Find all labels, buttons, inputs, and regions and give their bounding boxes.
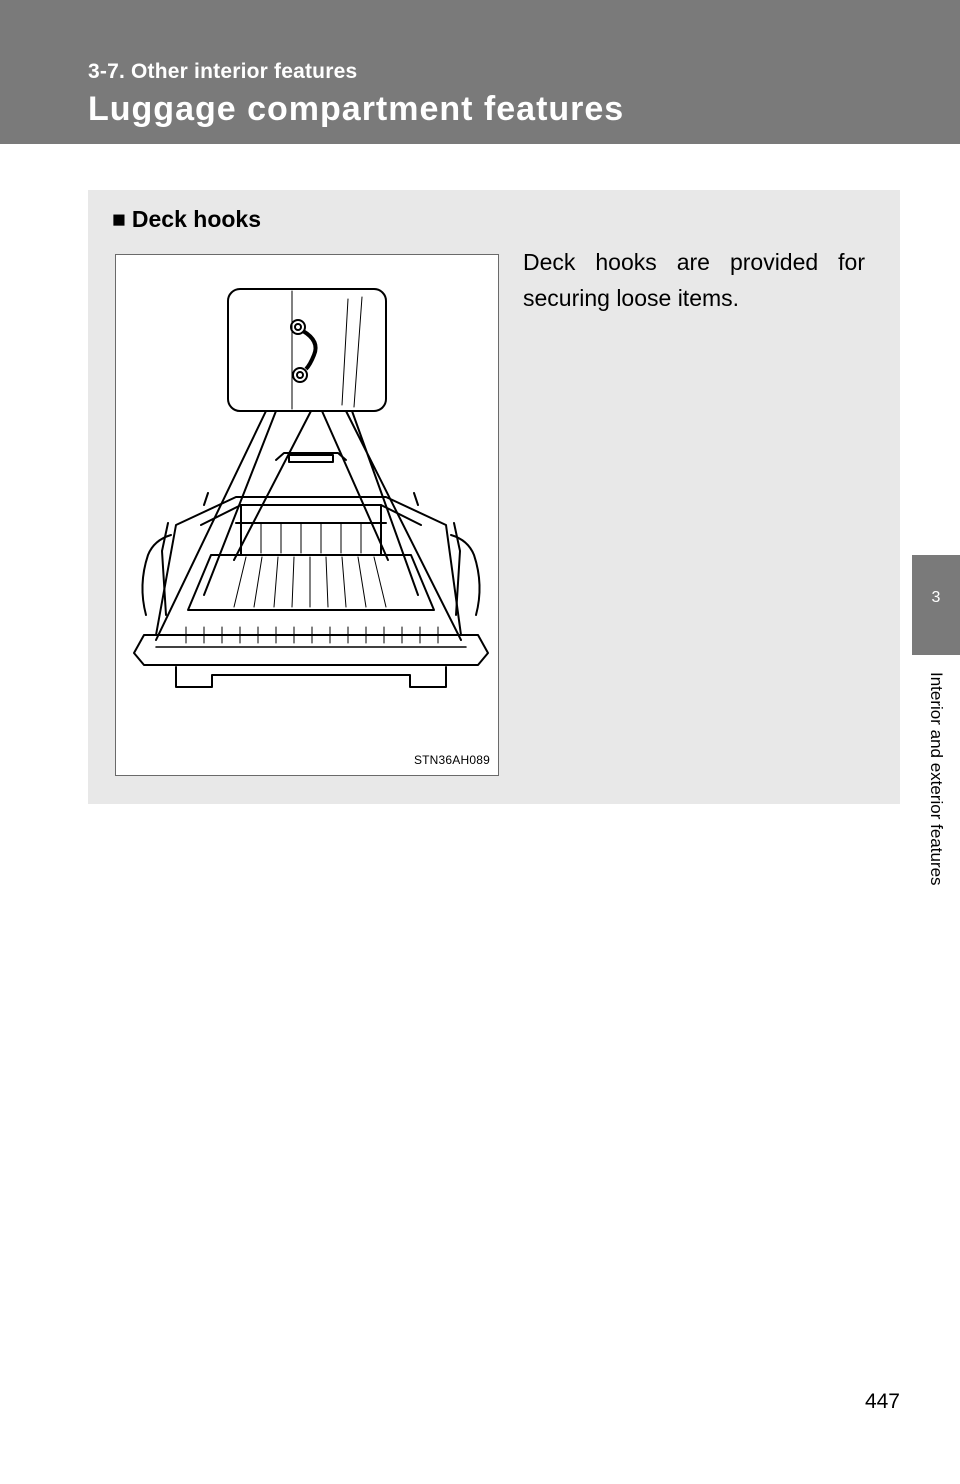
page-title: Luggage compartment features bbox=[88, 90, 625, 128]
figure-code: STN36AH089 bbox=[413, 753, 490, 767]
chapter-caption-text: Interior and exterior features bbox=[927, 672, 946, 886]
square-bullet-icon: ■ bbox=[112, 206, 126, 232]
body-text: Deck hooks are provided for securing loose items. bbox=[523, 249, 865, 311]
page-header bbox=[0, 0, 960, 144]
subheading-text: Deck hooks bbox=[131, 206, 262, 232]
content-box bbox=[88, 190, 900, 804]
truck-bed-drawing bbox=[116, 255, 500, 777]
deck-hooks-illustration bbox=[115, 254, 499, 776]
chapter-tab bbox=[912, 555, 960, 655]
section-label: 3-7. Other interior features bbox=[88, 60, 358, 83]
subheading bbox=[112, 206, 261, 233]
chapter-number: 3 bbox=[931, 589, 941, 606]
page-number: 447 bbox=[864, 1390, 900, 1413]
